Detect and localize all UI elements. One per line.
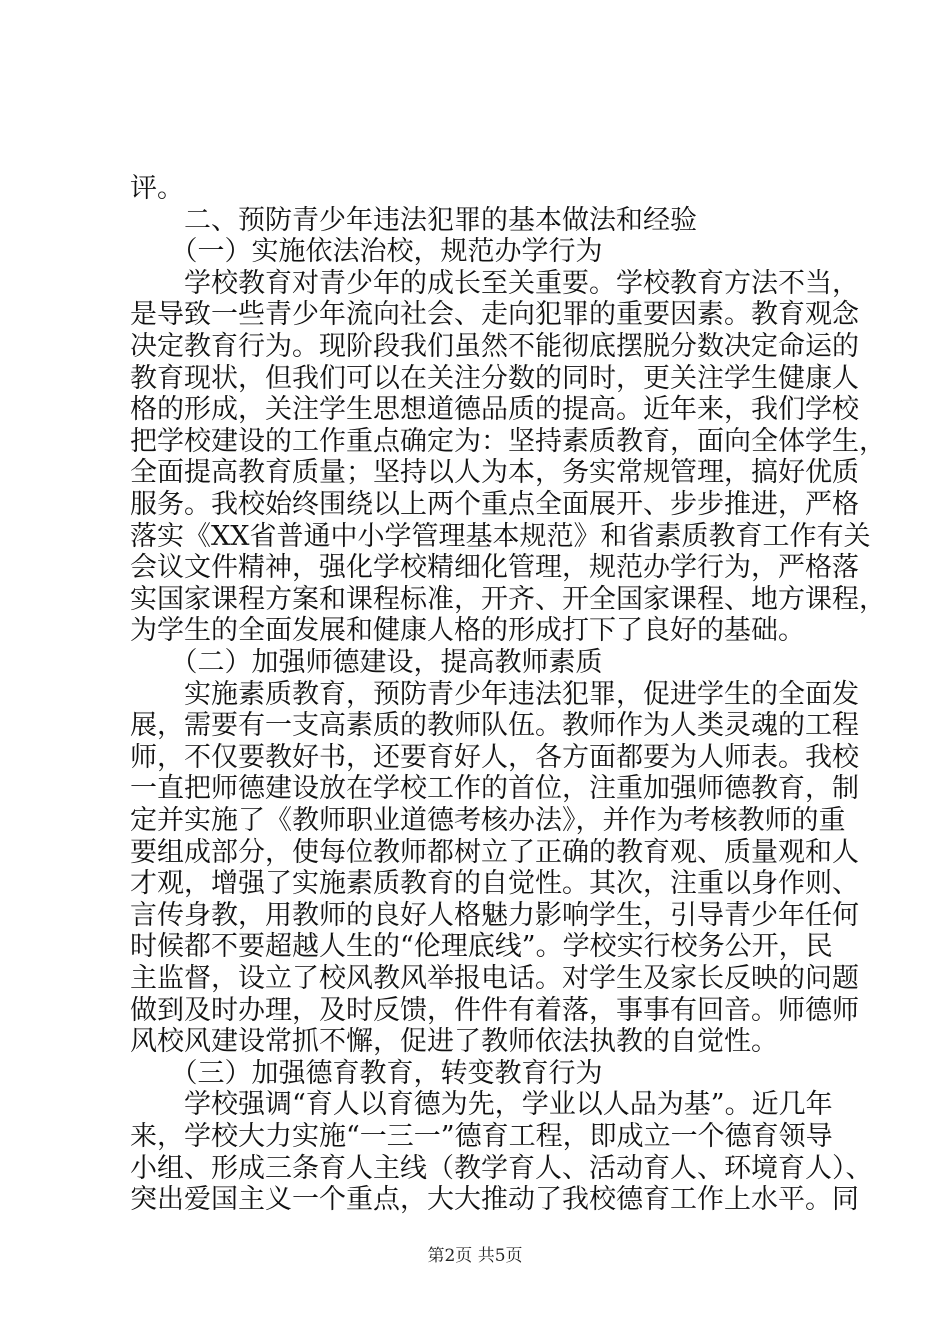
text-line: 会议文件精神，强化学校精细化管理，规范办学行为，严格落 [130, 552, 859, 584]
text-line: 学校强调“育人以育德为先，学业以人品为基”。近几年 [130, 1089, 833, 1121]
text-line: 为学生的全面发展和健康人格的形成打下了良好的基础。 [130, 615, 805, 647]
text-line: 二、预防青少年违法犯罪的基本做法和经验 [130, 204, 697, 236]
text-line: 主监督，设立了校风教风举报电话。对学生及家长反映的问题 [130, 963, 859, 994]
text-line: 把学校建设的工作重点确定为：坚持素质教育，面向全体学生， [130, 425, 886, 457]
text-line: 突出爱国主义一个重点，大大推动了我校德育工作上水平。同 [130, 1184, 859, 1216]
text-line: 定并实施了《教师职业道德考核办法》，并作为考核教师的重 [130, 805, 846, 836]
text-line: 落实《XX省普通中小学管理基本规范》和省素质教育工作有关 [130, 520, 871, 552]
text-line: 言传身教，用教师的良好人格魅力影响学生，引导青少年任何 [130, 899, 859, 931]
text-line: 实国家课程方案和课程标准，开齐、开全国家课程、地方课程， [130, 583, 886, 615]
text-line: 服务。我校始终围绕以上两个重点全面展开、步步推进，严格 [130, 489, 859, 520]
text-line: 小组、形成三条育人主线（教学育人、活动育人、环境育人）、 [130, 1152, 873, 1184]
text-line: 师，不仅要教好书，还要育好人，各方面都要为人师表。我校 [130, 741, 859, 773]
page-footer: 第2页 共5页 [427, 1246, 523, 1266]
text-line: 来，学校大力实施“一三一”德育工程，即成立一个德育领导 [130, 1121, 833, 1152]
text-line: 是导致一些青少年流向社会、走向犯罪的重要因素。教育观念 [130, 299, 859, 331]
text-line: 一直把师德建设放在学校工作的首位，注重加强师德教育，制 [130, 773, 859, 805]
text-line: 做到及时办理，及时反馈，件件有着落，事事有回音。师德师 [130, 994, 859, 1026]
text-line: 学校教育对青少年的成长至关重要。学校教育方法不当， [130, 267, 859, 299]
text-line: 要组成部分，使每位教师都树立了正确的教育观、质量观和人 [130, 836, 859, 868]
text-line: 格的形成，关注学生思想道德品质的提高。近年来，我们学校 [130, 394, 859, 426]
text-line: 教育现状，但我们可以在关注分数的同时，更关注学生健康人 [130, 362, 859, 394]
text-line: 才观，增强了实施素质教育的自觉性。其次，注重以身作则、 [130, 868, 859, 900]
text-line: （三）加强德育教育，转变教育行为 [130, 1057, 603, 1089]
text-line: （二）加强师德建设，提高教师素质 [130, 647, 603, 678]
text-line: 时候都不要超越人生的“伦理底线”。学校实行校务公开，民 [130, 931, 833, 963]
text-line: 决定教育行为。现阶段我们虽然不能彻底摆脱分数决定命运的 [130, 331, 859, 362]
text-line: （一）实施依法治校，规范办学行为 [130, 236, 603, 268]
text-line: 展，需要有一支高素质的教师队伍。教师作为人类灵魂的工程 [130, 710, 859, 742]
text-line: 全面提高教育质量；坚持以人为本，务实常规管理，搞好优质 [130, 457, 859, 489]
text-line: 评。 [130, 173, 184, 204]
text-line: 实施素质教育，预防青少年违法犯罪，促进学生的全面发 [130, 678, 859, 710]
text-line: 风校风建设常抓不懈，促进了教师依法执教的自觉性。 [130, 1026, 778, 1058]
